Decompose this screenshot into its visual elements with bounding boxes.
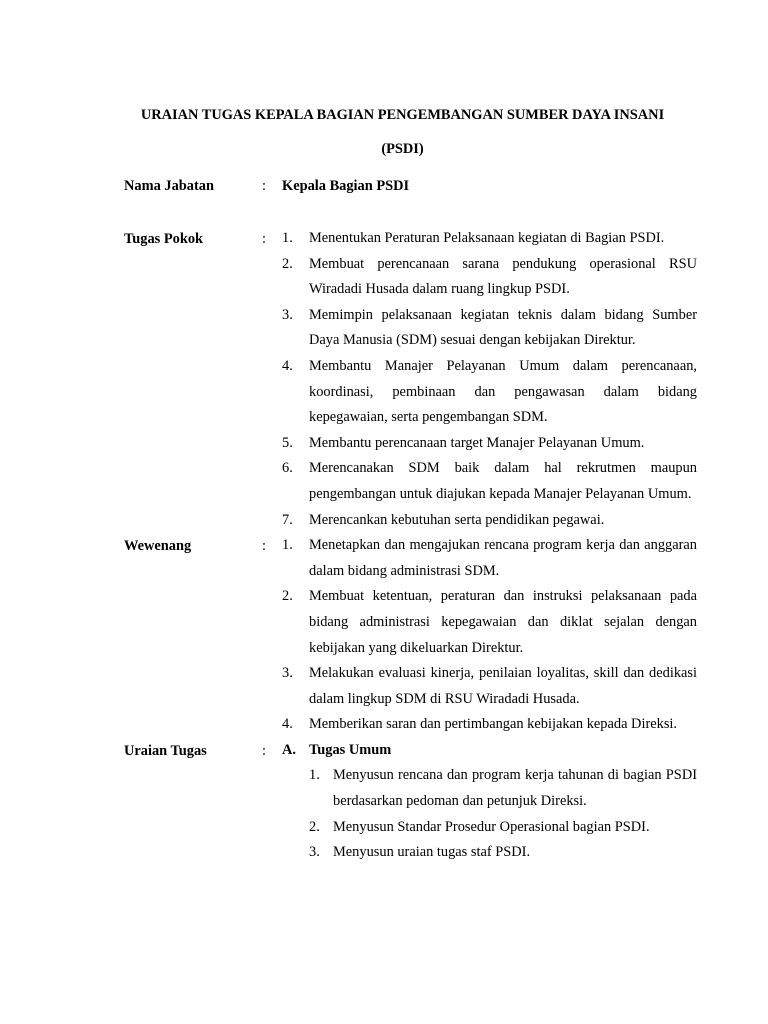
- item-number: 3.: [309, 844, 320, 861]
- uraian-tugas-list: [282, 738, 697, 866]
- tugas-pokok-list: [282, 226, 697, 533]
- list-item: [282, 584, 697, 661]
- list-item: [282, 456, 697, 507]
- item-text: Melakukan evaluasi kinerja, penilaian loyalitas, skill dan dedikasi dalam lingkup SDM di RSU Wiradadi Husada.: [309, 665, 697, 707]
- section-tugas-pokok: [0, 226, 768, 533]
- item-number: 2.: [309, 818, 320, 835]
- list-item: [282, 508, 697, 534]
- wewenang-colon: :: [262, 538, 266, 555]
- item-text: Menentukan Peraturan Pelaksanaan kegiatan di Bagian PSDI.: [309, 230, 665, 246]
- subsection-letter: A.: [282, 741, 296, 758]
- item-text: Menyusun rencana dan program kerja tahunan di bagian PSDI berdasarkan pedoman dan petunjuk Direksi.: [333, 767, 697, 810]
- item-text: Membantu perencanaan target Manajer Pelayanan Umum.: [309, 434, 645, 451]
- list-item: [282, 354, 697, 431]
- item-text: Memberikan saran dan pertimbangan kebijakan kepada Direksi.: [309, 716, 678, 733]
- item-number: 7.: [282, 511, 293, 528]
- item-text: Menetapkan dan mengajukan rencana program kerja dan anggaran dalam bidang administrasi SDM.: [309, 537, 697, 579]
- nama-jabatan-value: Kepala Bagian PSDI: [282, 178, 410, 194]
- uraian-tugas-label: Uraian Tugas: [124, 742, 207, 759]
- list-item: [282, 661, 697, 712]
- list-item: [282, 431, 697, 457]
- subsection-heading: [282, 738, 697, 764]
- item-number: 6.: [282, 460, 293, 477]
- tugas-pokok-colon: :: [262, 231, 266, 247]
- item-text: Membuat ketentuan, peraturan dan instruksi pelaksanaan pada bidang administrasi kepegawaian dan diklat sejalan dengan kebijakan yang dikeluarkan Direktur.: [309, 588, 697, 656]
- item-text: Menyusun Standar Prosedur Operasional bagian PSDI.: [333, 818, 650, 835]
- tugas-umum-list: [309, 763, 697, 865]
- nama-jabatan-colon: :: [262, 178, 266, 194]
- wewenang-label: Wewenang: [124, 538, 192, 555]
- item-number: 3.: [282, 306, 293, 323]
- item-number: 1.: [282, 230, 293, 246]
- list-item: [282, 303, 697, 354]
- section-nama-jabatan: [0, 173, 768, 199]
- item-text: Membantu Manajer Pelayanan Umum dalam perencanaan, koordinasi, pembinaan dan pengawasan dalam bidang kepegawaian, serta pengembangan SDM.: [309, 357, 697, 426]
- item-number: 1.: [309, 767, 320, 784]
- uraian-tugas-colon: :: [262, 742, 266, 759]
- title-line-2: (PSDI): [381, 141, 424, 157]
- list-item: [309, 840, 697, 866]
- title-line-1: URAIAN TUGAS KEPALA BAGIAN PENGEMBANGAN SUMBER DAYA INSANI: [140, 107, 665, 123]
- list-item: [309, 763, 697, 814]
- item-text: Menyusun uraian tugas staf PSDI.: [333, 844, 531, 861]
- section-wewenang: [0, 533, 768, 738]
- list-item: [282, 226, 697, 252]
- document-title: [95, 98, 710, 166]
- item-number: 1.: [282, 537, 293, 554]
- item-text: Memimpin pelaksanaan kegiatan teknis dalam bidang Sumber Daya Manusia (SDM) sesuai dengan kebijakan Direktur.: [309, 306, 697, 349]
- document-content: [0, 173, 768, 866]
- list-item: [282, 252, 697, 303]
- wewenang-list: [282, 533, 697, 738]
- item-text: Merencankan kebutuhan serta pendidikan pegawai.: [309, 511, 605, 528]
- tugas-pokok-label: Tugas Pokok: [124, 231, 204, 247]
- nama-jabatan-label: Nama Jabatan: [124, 178, 214, 194]
- list-item: [282, 533, 697, 584]
- list-item: [309, 815, 697, 841]
- item-text: Membuat perencanaan sarana pendukung operasional RSU Wiradadi Husada dalam ruang lingkup PSDI.: [309, 255, 697, 298]
- item-number: 2.: [282, 588, 293, 605]
- item-number: 3.: [282, 665, 293, 682]
- item-number: 2.: [282, 255, 293, 272]
- list-item: [282, 712, 697, 738]
- subsection-title: Tugas Umum: [309, 741, 392, 758]
- item-number: 5.: [282, 434, 293, 451]
- section-uraian-tugas: [0, 738, 768, 866]
- item-number: 4.: [282, 716, 293, 733]
- item-number: 4.: [282, 357, 293, 374]
- item-text: Merencanakan SDM baik dalam hal rekrutmen maupun pengembangan untuk diajukan kepada Manajer Pelayanan Umum.: [309, 460, 697, 502]
